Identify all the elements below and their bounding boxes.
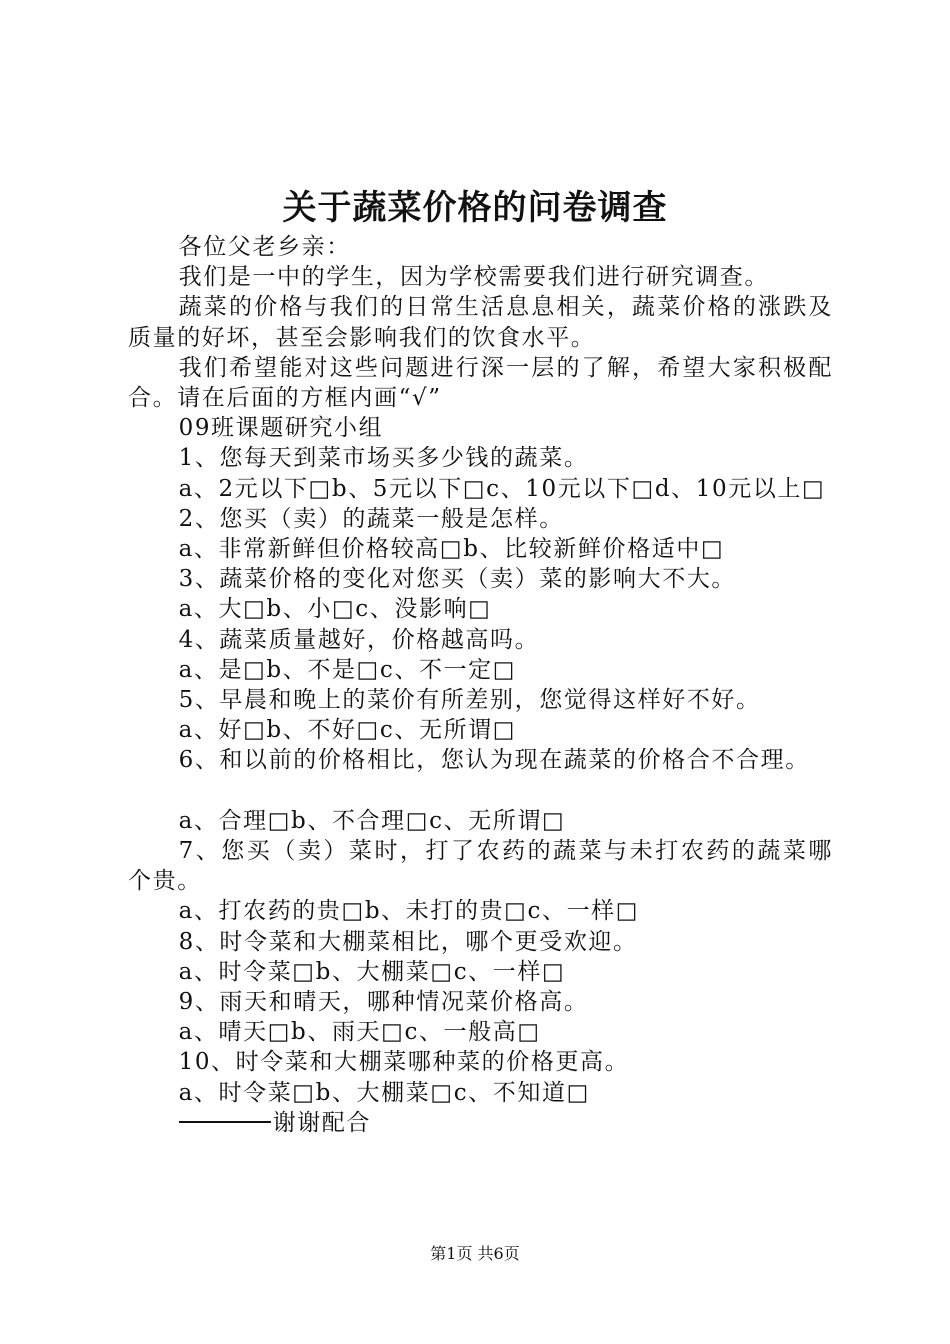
page-footer: 第1页 共6页 bbox=[430, 1244, 520, 1263]
question-7: 7、您买（卖）菜时，打了农药的蔬菜与未打农药的蔬菜哪个贵。 bbox=[128, 838, 833, 895]
signoff-line bbox=[128, 1108, 833, 1138]
answer-options-3: a、大□b、小□c、没影响□ bbox=[178, 596, 492, 623]
document-title: 关于蔬菜价格的问卷调查 bbox=[282, 188, 668, 228]
signoff-text: 谢谢配合 bbox=[272, 1109, 371, 1136]
question-8: 8、时令菜和大棚菜相比，哪个更受欢迎。 bbox=[178, 928, 638, 955]
purpose-paragraph: 蔬菜的价格与我们的日常生活息息相关，蔬菜价格的涨跌及质量的好坏，甚至会影响我们的饮食水平。 bbox=[128, 294, 833, 351]
answer-options-4: a、是□b、不是□c、不一定□ bbox=[178, 656, 517, 683]
question-1: 1、您每天到菜市场买多少钱的蔬菜。 bbox=[178, 445, 589, 472]
question-6: 6、和以前的价格相比，您认为现在蔬菜的价格合不合理。 bbox=[178, 747, 810, 774]
intro-paragraph: 我们是一中的学生，因为学校需要我们进行研究调查。 bbox=[178, 264, 769, 291]
question-4: 4、蔬菜质量越好，价格越高吗。 bbox=[178, 626, 540, 653]
blank-line bbox=[128, 776, 833, 806]
group-name: 09班课题研究小组 bbox=[178, 415, 384, 442]
answer-options-10: a、时令菜□b、大棚菜□c、不知道□ bbox=[178, 1079, 590, 1106]
answer-options-2: a、非常新鲜但价格较高□b、比较新鲜价格适中□ bbox=[178, 536, 725, 563]
question-10: 10、时令菜和大棚菜哪种菜的价格更高。 bbox=[178, 1049, 630, 1076]
answer-options-5: a、好□b、不好□c、无所谓□ bbox=[178, 717, 517, 744]
question-9: 9、雨天和晴天，哪种情况菜价格高。 bbox=[178, 989, 589, 1016]
answer-options-8: a、时令菜□b、大棚菜□c、一样□ bbox=[178, 958, 566, 985]
document-body bbox=[128, 232, 833, 1138]
dash-rule bbox=[179, 1121, 271, 1123]
answer-options-7: a、打农药的贵□b、未打的贵□c、一样□ bbox=[178, 898, 640, 925]
answer-options-9: a、晴天□b、雨天□c、一般高□ bbox=[178, 1019, 541, 1046]
answer-options-6: a、合理□b、不合理□c、无所谓□ bbox=[178, 807, 566, 834]
greeting: 各位父老乡亲： bbox=[178, 234, 351, 260]
question-3: 3、蔬菜价格的变化对您买（卖）菜的影响大不大。 bbox=[178, 566, 737, 593]
question-2: 2、您买（卖）的蔬菜一般是怎样。 bbox=[178, 505, 564, 532]
question-5: 5、早晨和晚上的菜价有所差别，您觉得这样好不好。 bbox=[178, 687, 761, 714]
answer-options-1: a、2元以下□b、5元以下□c、10元以下□d、10元以上□ bbox=[178, 475, 826, 502]
instruction-paragraph: 我们希望能对这些问题进行深一层的了解，希望大家积极配合。请在后面的方框内画“√” bbox=[128, 354, 833, 412]
